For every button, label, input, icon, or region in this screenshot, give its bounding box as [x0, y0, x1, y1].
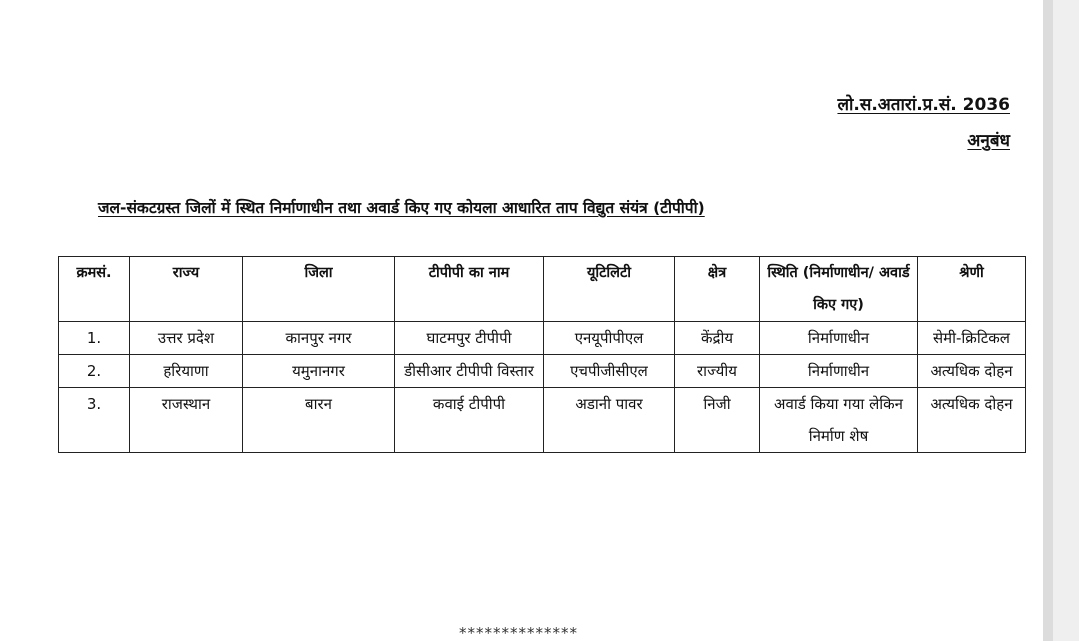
cell-tpp-name: कवाई टीपीपी	[395, 388, 544, 453]
cell-sector: केंद्रीय	[675, 322, 760, 355]
cell-status: अवार्ड किया गया लेकिन निर्माण शेष	[760, 388, 918, 453]
reference-number: लो.स.अतारां.प्र.सं. 2036	[837, 95, 1010, 115]
document-title: जल-संकटग्रस्त जिलों में स्थित निर्माणाधीन तथा अवार्ड किए गए कोयला आधारित ताप विद्युत संयंत्र (टीपीपी)	[98, 199, 705, 217]
header-serial: क्रमसं.	[59, 257, 130, 322]
cell-state: राजस्थान	[130, 388, 243, 453]
cell-tpp-name: घाटमपुर टीपीपी	[395, 322, 544, 355]
cell-utility: अडानी पावर	[544, 388, 675, 453]
header-sector: क्षेत्र	[675, 257, 760, 322]
cell-category: सेमी-क्रिटिकल	[918, 322, 1026, 355]
table-header-row	[59, 257, 1026, 322]
cell-state: हरियाणा	[130, 355, 243, 388]
header-tpp-name: टीपीपी का नाम	[395, 257, 544, 322]
end-of-document-stars: **************	[459, 624, 578, 641]
cell-status: निर्माणाधीन	[760, 322, 918, 355]
header-district: जिला	[243, 257, 395, 322]
scrollbar-thumb[interactable]	[1043, 0, 1053, 641]
table-row	[59, 355, 1026, 388]
header-state: राज्य	[130, 257, 243, 322]
cell-status: निर्माणाधीन	[760, 355, 918, 388]
header-status: स्थिति (निर्माणाधीन/ अवार्ड किए गए)	[760, 257, 918, 322]
cell-serial: 2.	[59, 355, 130, 388]
cell-district: कानपुर नगर	[243, 322, 395, 355]
header-utility: यूटिलिटी	[544, 257, 675, 322]
cell-sector: निजी	[675, 388, 760, 453]
cell-tpp-name: डीसीआर टीपीपी विस्तार	[395, 355, 544, 388]
cell-district: बारन	[243, 388, 395, 453]
table-row	[59, 322, 1026, 355]
scrollbar-track[interactable]	[1043, 0, 1079, 641]
cell-serial: 3.	[59, 388, 130, 453]
cell-serial: 1.	[59, 322, 130, 355]
cell-utility: एनयूपीपीएल	[544, 322, 675, 355]
cell-sector: राज्यीय	[675, 355, 760, 388]
header-category: श्रेणी	[918, 257, 1026, 322]
cell-district: यमुनानगर	[243, 355, 395, 388]
annexure-label: अनुबंध	[967, 131, 1010, 151]
cell-category: अत्यधिक दोहन	[918, 355, 1026, 388]
cell-utility: एचपीजीसीएल	[544, 355, 675, 388]
table-row	[59, 388, 1026, 453]
cell-state: उत्तर प्रदेश	[130, 322, 243, 355]
tpp-table	[58, 256, 1026, 453]
cell-category: अत्यधिक दोहन	[918, 388, 1026, 453]
